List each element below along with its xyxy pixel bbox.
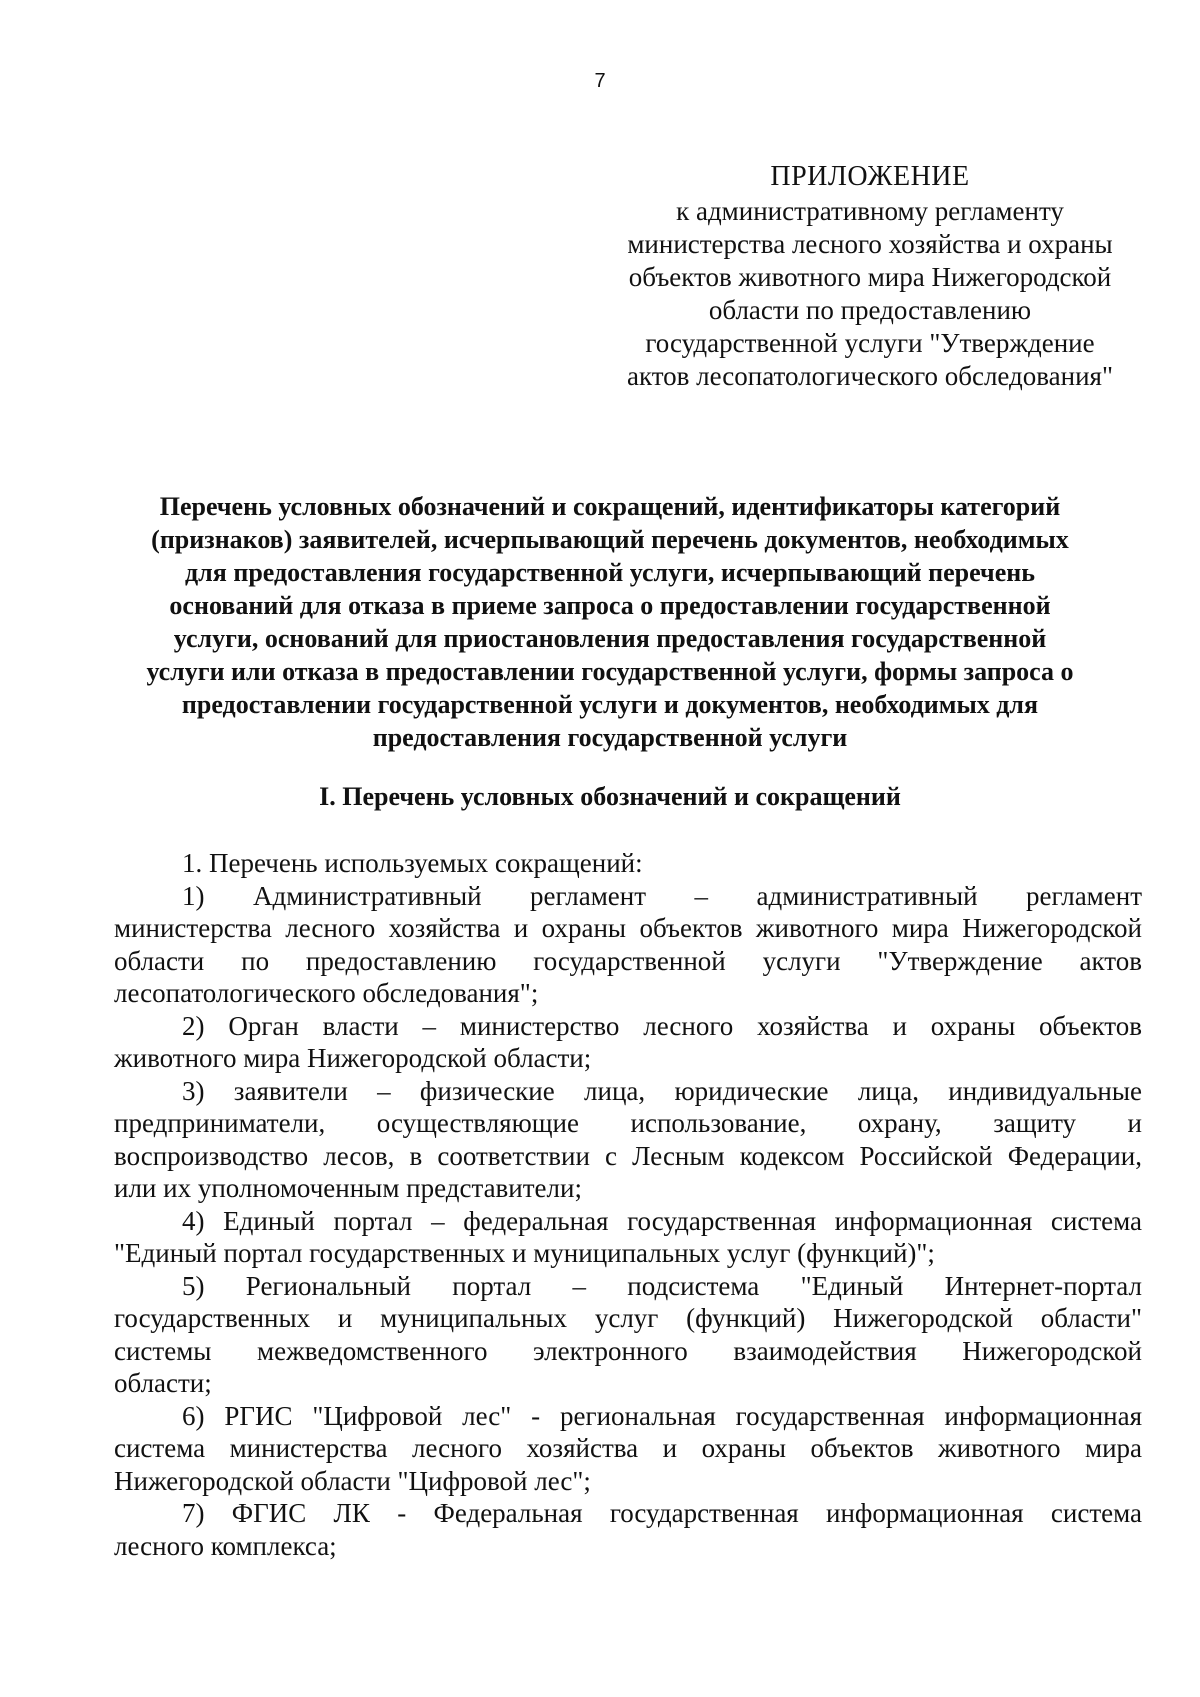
list-item-line: 6) РГИС "Цифровой лес" - региональная государственная информационная bbox=[182, 1400, 1142, 1431]
annex-title: ПРИЛОЖЕНИЕ bbox=[770, 161, 970, 192]
section-title: I. Перечень условных обозначений и сокращений bbox=[319, 782, 901, 811]
annex-line: министерства лесного хозяйства и охраны bbox=[627, 229, 1113, 259]
page-number: 7 bbox=[594, 70, 606, 92]
list-item bbox=[114, 1075, 1142, 1205]
list-item bbox=[114, 880, 1142, 1010]
list-item-line: государственных и муниципальных услуг (функций) Нижегородской области" bbox=[114, 1303, 1142, 1333]
list-item-line: министерства лесного хозяйства и охраны объектов животного мира Нижегородской bbox=[114, 913, 1142, 943]
list-item-line: области; bbox=[114, 1368, 212, 1398]
annex-line: к административному регламенту bbox=[676, 196, 1064, 226]
heading-line: Перечень условных обозначений и сокращений, идентификаторы категорий bbox=[159, 492, 1061, 521]
annex-block bbox=[610, 160, 1130, 393]
list-item bbox=[114, 1010, 1142, 1075]
annex-line: области по предоставлению bbox=[708, 295, 1032, 325]
heading-line: предоставлении государственной услуги и документов, необходимых для bbox=[181, 690, 1039, 719]
list-item-line: Нижегородской области "Цифровой лес"; bbox=[114, 1465, 591, 1496]
list-item-line: области по предоставлению государственной услуги "Утверждение актов bbox=[114, 945, 1142, 976]
heading-line: оснований для отказа в приеме запроса о предоставлении государственной bbox=[169, 591, 1051, 620]
heading-line: услуги, оснований для приостановления предоставления государственной bbox=[173, 624, 1047, 653]
list-item-line: система министерства лесного хозяйства и охраны объектов животного мира bbox=[114, 1433, 1142, 1463]
list-item-line: животного мира Нижегородской области; bbox=[114, 1043, 592, 1073]
heading-line: услуги или отказа в предоставлении государственной услуги, формы запроса о bbox=[146, 657, 1074, 686]
list-item bbox=[114, 1205, 1142, 1270]
list-item bbox=[114, 1400, 1142, 1498]
list-item-line: лесопатологического обследования"; bbox=[114, 978, 539, 1008]
document-heading bbox=[110, 490, 1110, 754]
document-body bbox=[114, 847, 1142, 1562]
list-item-line: или их уполномоченным представители; bbox=[114, 1173, 582, 1203]
annex-line: государственной услуги "Утверждение bbox=[645, 328, 1095, 358]
list-item-line: 1) Административный регламент – административный регламент bbox=[182, 880, 1142, 911]
list-item bbox=[114, 1270, 1142, 1400]
list-item-line: 4) Единый портал – федеральная государственная информационная система bbox=[182, 1205, 1142, 1236]
heading-line: (признаков) заявителей, исчерпывающий перечень документов, необходимых bbox=[151, 525, 1069, 554]
annex-line: актов лесопатологического обследования" bbox=[626, 361, 1113, 391]
list-item-line: воспроизводство лесов, в соответствии с Лесным кодексом Российской Федерации, bbox=[114, 1140, 1142, 1171]
list-item-line: 5) Региональный портал – подсистема "Единый Интернет-портал bbox=[182, 1270, 1142, 1301]
list-item-line: 1. Перечень используемых сокращений: bbox=[182, 848, 643, 878]
list-item-line: 2) Орган власти – министерство лесного хозяйства и охраны объектов bbox=[182, 1010, 1142, 1041]
list-item-line: системы межведомственного электронного взаимодействия Нижегородской bbox=[114, 1335, 1142, 1366]
annex-line: объектов животного мира Нижегородской bbox=[628, 262, 1112, 292]
list-item bbox=[114, 847, 1142, 880]
list-item-line: 3) заявители – физические лица, юридические лица, индивидуальные bbox=[182, 1075, 1142, 1106]
list-item-line: 7) ФГИС ЛК - Федеральная государственная информационная система bbox=[182, 1498, 1142, 1528]
list-item bbox=[114, 1497, 1142, 1562]
list-item-line: "Единый портал государственных и муниципальных услуг (функций)"; bbox=[114, 1238, 935, 1268]
list-item-line: лесного комплекса; bbox=[114, 1530, 337, 1561]
list-item-line: предприниматели, осуществляющие использование, охрану, защиту и bbox=[114, 1108, 1142, 1138]
heading-line: для предоставления государственной услуги, исчерпывающий перечень bbox=[185, 558, 1035, 587]
heading-line: предоставления государственной услуги bbox=[372, 723, 848, 752]
